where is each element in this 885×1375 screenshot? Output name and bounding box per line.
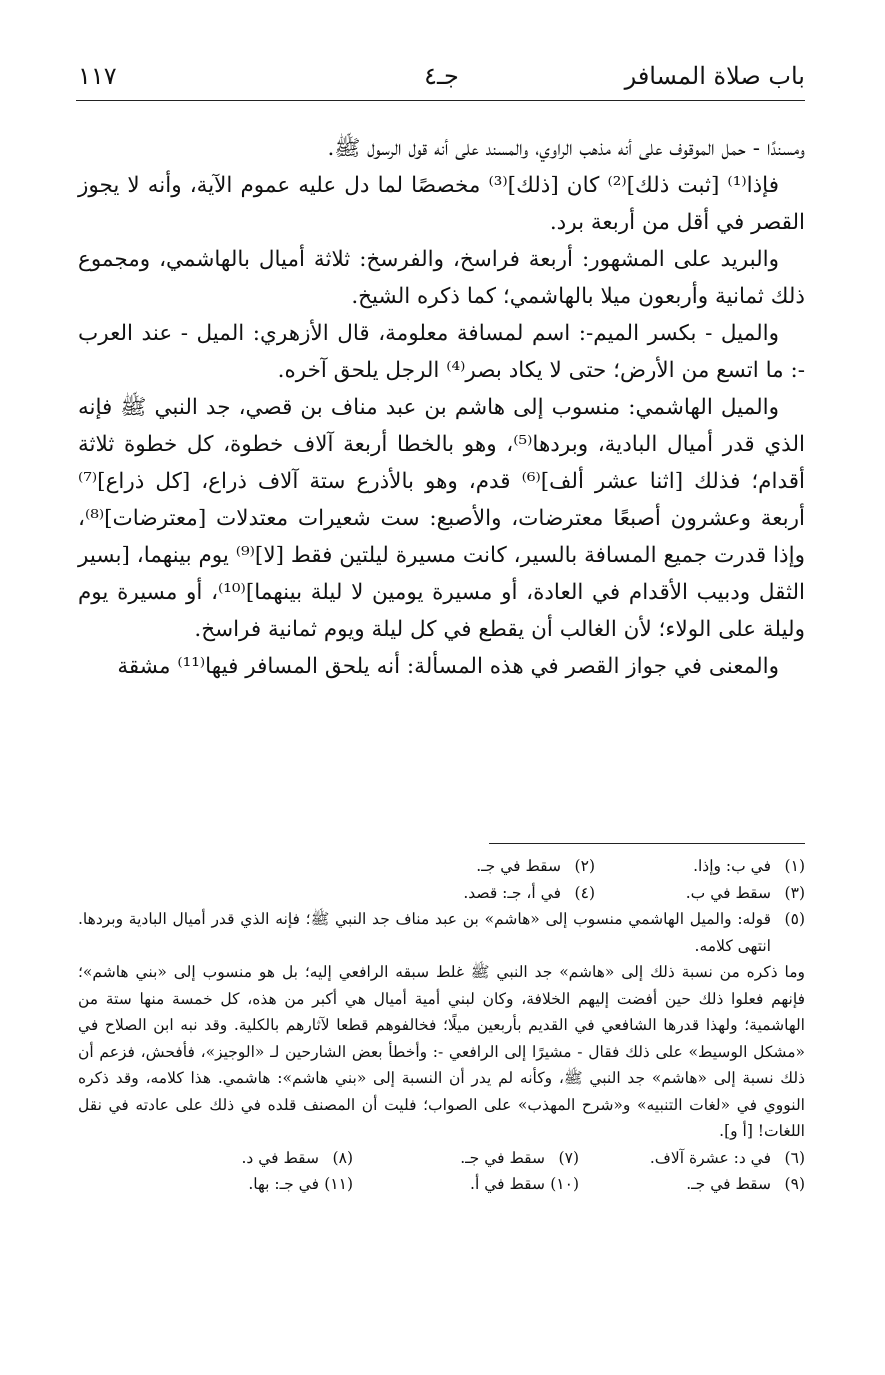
footnote-number: (٨)	[332, 1148, 353, 1167]
body-paragraph: ومسندًا - حمل الموقوف على أنه مذهب الراوي، والمسند على أنه قول الرسول ﷺ.	[327, 136, 805, 161]
body-paragraph: والميل - بكسر الميم-: اسم لمسافة معلومة، قال الأزهري: الميل - عند العرب -: ما اتسع من الأرض؛ حتى لا يكاد بصر⁽⁴⁾ الرجل يلحق آخره.	[78, 321, 805, 383]
footnote-number: (٩)	[784, 1175, 805, 1193]
body-paragraph: والبريد على المشهور: أربعة فراسخ، والفرسخ: ثلاثة أميال بالهاشمي، ومجموع ذلك ثمانية وأربعون ميلا بالهاشمي؛ كما ذكره الشيخ.	[78, 247, 805, 309]
footnote-item	[353, 1171, 579, 1198]
footnote-item	[353, 1145, 579, 1172]
footnote-row	[78, 880, 805, 907]
page-number: ١١٧	[78, 62, 117, 90]
footnote-item	[385, 853, 595, 880]
footnote-number: (١٠)	[550, 1175, 579, 1193]
footnote-text: سقط في جـ.	[476, 857, 561, 875]
footnote-item	[127, 1145, 353, 1172]
footnote-item	[78, 906, 805, 959]
footnote-divider	[489, 843, 805, 844]
running-header	[78, 58, 805, 98]
footnote-text: سقط في جـ.	[686, 1175, 771, 1193]
footnote-continuation: وما ذكره من نسبة ذلك إلى «هاشم» جد النبي ﷺ غلط سبقه الرافعي إليه؛ بل هو منسوب إلى «بني هاشم»؛ فإنهم فعلوا ذلك حين أفضت إليهم الخلافة، وكان لبني أمية أميال هي أكبر من هذه، كل خمسة منها ستة من الهاشمية؛ ولهذا قدرها الشافعي في القديم بأربعين ميلًا؛ فخالفوهم قطعا لآثارهم بالكلية. وقد نبه ابن الصلاح في «مشكل الوسيط» على ذلك فقال - مشيرًا إلى الرافعي -: وأخطأ بعض الشارحين لـ «الوجيز»، فأفحش، فزعم أن ذلك نسبة إلى «هاشم» جد النبي ﷺ، وكأنه لم يدر أن النسبة إلى «بني هاشم»: هاشمي. هذا كلامه، وقد ذكره النووي في «لغات التنبيه» و«شرح المهذب» على الصواب؛ فليت أن المصنف قلده في ذلك على عادته في نقل اللغات! [أ و].	[78, 963, 805, 1140]
header-divider	[76, 100, 805, 101]
footnote-row	[78, 1145, 805, 1172]
footnote-text: سقط في ب.	[685, 883, 771, 902]
footnote-text: سقط في جـ.	[460, 1148, 545, 1167]
footnote-number: (٣)	[784, 883, 805, 902]
footnote-item	[595, 880, 805, 907]
footnote-text: في جـ: بها.	[248, 1175, 319, 1193]
footnote-text: سقط في د.	[241, 1148, 319, 1167]
footnote-text: في د: عشرة آلاف.	[649, 1148, 771, 1167]
footnote-item	[385, 880, 595, 907]
footnote-number: (١١)	[324, 1175, 353, 1193]
footnote-item	[127, 1171, 353, 1198]
footnote-number: (٤)	[574, 883, 595, 902]
footnote-number: (٢)	[574, 857, 595, 875]
footnote-number: (٦)	[784, 1148, 805, 1167]
footnote-item	[579, 1171, 805, 1198]
footnote-row	[78, 853, 805, 880]
footnote-text: في ب: وإذا.	[693, 857, 771, 875]
body-paragraph: فإذا⁽¹⁾ [ثبت ذلك]⁽²⁾ كان [ذلك]⁽³⁾ مخصصًا لما دل عليه عموم الآية، وأنه لا يجوز القصر في أقل من أربعة برد.	[78, 173, 805, 235]
footnote-number: (٥)	[784, 910, 805, 928]
volume-label: جـ٤	[424, 62, 459, 90]
footnote-text: سقط في أ.	[470, 1175, 545, 1193]
footnote-text: في أ، جـ: قصد.	[463, 883, 561, 902]
footnote-text: قوله: والميل الهاشمي منسوب إلى «هاشم» بن عبد مناف جد النبي ﷺ؛ فإنه الذي قدر أميال البادية وبردها. انتهى كلامه.	[78, 910, 771, 955]
footnote-number: (١)	[784, 857, 805, 875]
chapter-title: باب صلاة المسافر	[624, 62, 805, 90]
footnote-row	[78, 1171, 805, 1198]
footnotes	[78, 853, 805, 1198]
footnote-item	[579, 1145, 805, 1172]
footnote-number: (٧)	[558, 1148, 579, 1167]
body-paragraph: والميل الهاشمي: منسوب إلى هاشم بن عبد مناف بن قصي، جد النبي ﷺ فإنه الذي قدر أميال البادية، وبردها⁽⁵⁾، وهو بالخطا أربعة آلاف خطوة، كل خطوة ثلاثة أقدام؛ فذلك [اثنا عشر ألف]⁽⁶⁾ قدم، وهو بالأذرع ستة آلاف ذراع، [كل ذراع]⁽⁷⁾ أربعة وعشرون أصبعًا معترضات، والأصبع: ست شعيرات معتدلات [معترضات]⁽⁸⁾، وإذا قدرت جميع المسافة بالسير، كانت مسيرة ليلتين فقط [لا]⁽⁹⁾ يوم بينهما، [بسير الثقل ودبيب الأقدام في العادة، أو مسيرة يومين لا ليلة بينهما]⁽¹⁰⁾، أو مسيرة يوم وليلة على الولاء؛ لأن الغالب أن يقطع في كل ليلة ويوم ثمانية فراسخ.	[78, 395, 806, 642]
footnote-item	[595, 853, 805, 880]
body-paragraph: والمعنى في جواز القصر في هذه المسألة: أنه يلحق المسافر فيها⁽¹¹⁾ مشقة	[117, 654, 779, 679]
main-text	[78, 130, 805, 685]
